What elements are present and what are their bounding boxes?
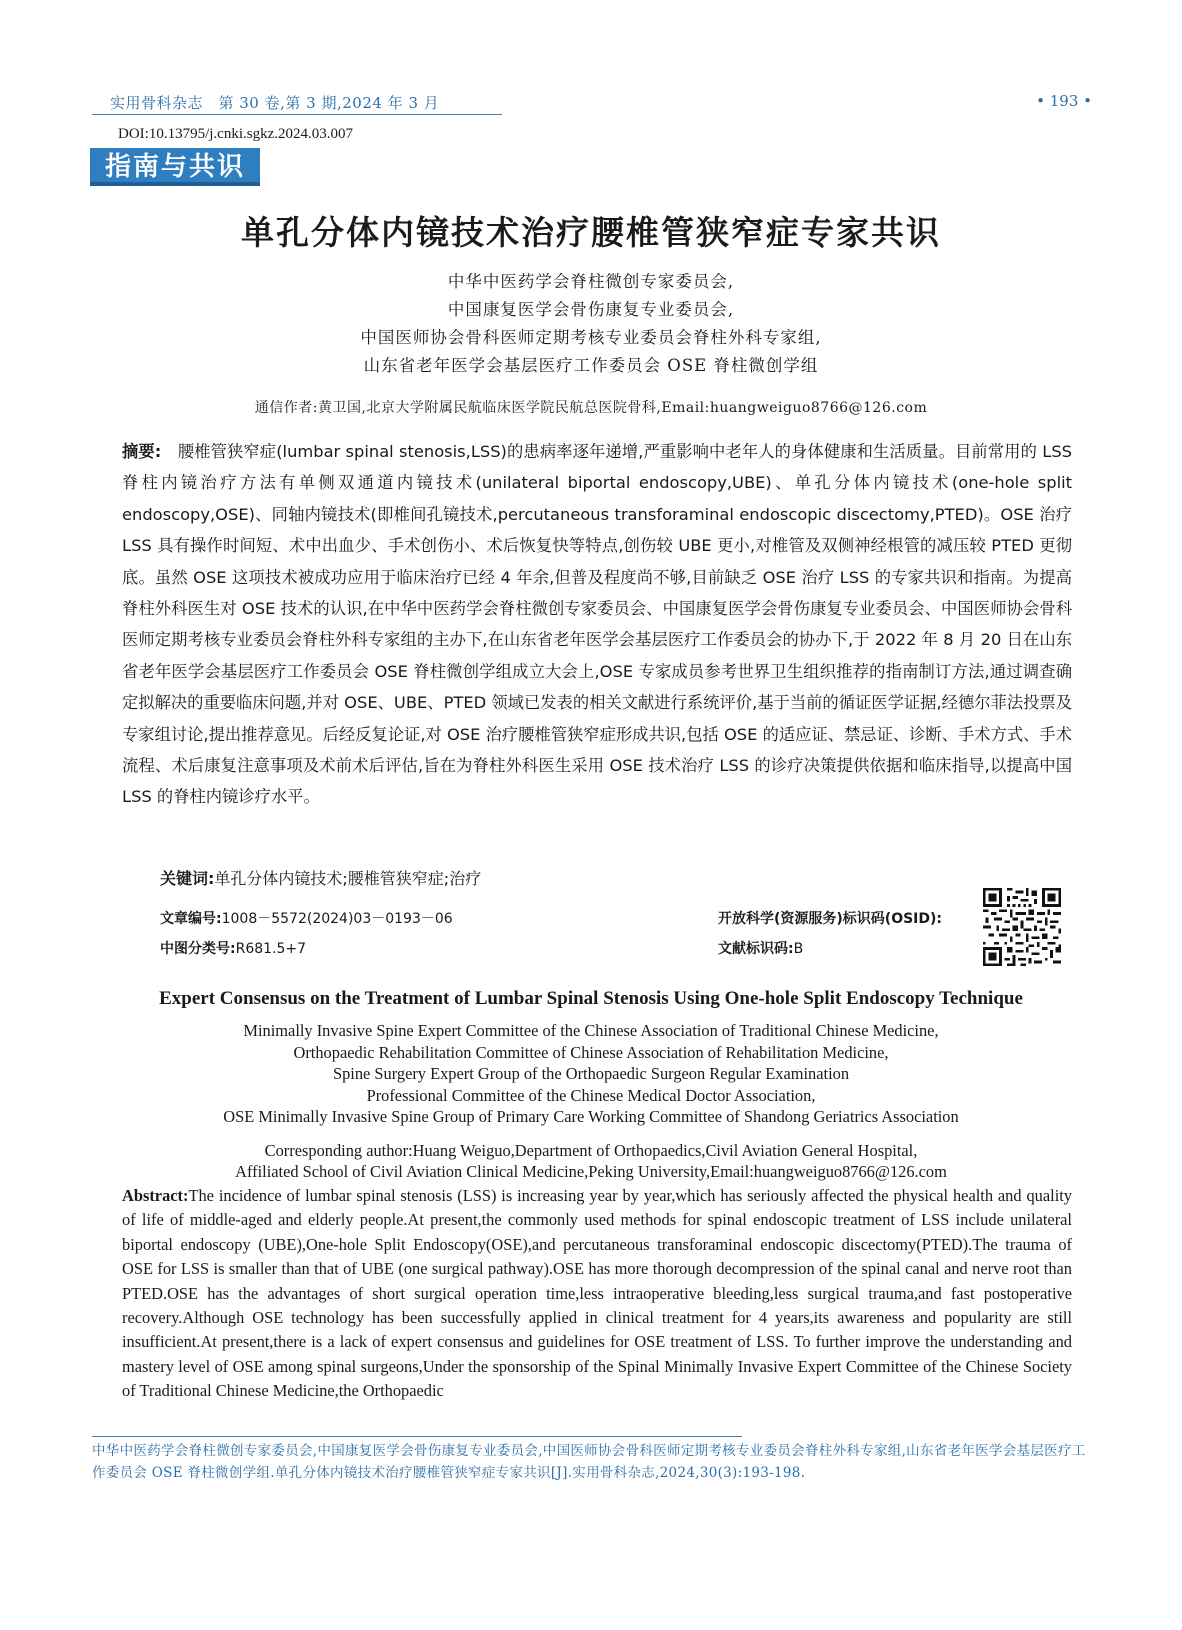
qr-code-icon[interactable] — [983, 888, 1061, 966]
corresponding-line-en: Affiliated School of Civil Aviation Clinical Medicine,Peking University,Email:huangweiguo8766@126.com — [235, 1162, 947, 1181]
author-line: 山东省老年医学会基层医疗工作委员会 OSE 脊柱微创学组 — [363, 356, 819, 375]
author-line-en: OSE Minimally Invasive Spine Group of Primary Care Working Committee of Shandong Geriatrics Association — [223, 1107, 959, 1127]
author-line-en: Spine Surgery Expert Group of the Orthopaedic Surgeon Regular Examination — [332, 1064, 850, 1084]
keywords-cn-text: 单孔分体内镜技术;腰椎管狭窄症;治疗 — [214, 869, 482, 888]
abstract-en-text: The incidence of lumbar spinal stenosis (LSS) is increasing year by year,which has seriously affected the physical health and quality of life of middle-aged and elderly people.At present,the commonly used methods for spinal endoscopic treatment of LSS include unilateral biportal endoscopy (UBE),One-hole Split Endoscopy(OSE),and percutaneous transforaminal endoscopic discectomy(PTED).The trauma of OSE for LSS is smaller than that of UBE (one surgical pathway).OSE has more thorough decompression of the spinal canal and nerve root than PTED.OSE has the advantages of short surgical operation time,less intraoperative bleeding,less surgical trauma,and fast postoperative recovery.Although OSE technology has been successfully applied in clinical treatment for 4 years,its awareness and popularity are still insufficient.At present,there is a lack of expert consensus and guidelines for OSE treatment of LSS. To further improve the understanding and mastery level of OSE among spinal surgeons,Under the sponsorship of the Spinal Minimally Invasive Expert Committee of the Chinese Society of Traditional Chinese Medicine,the Orthopaedic — [122, 1186, 1072, 1401]
article-title-en: Expert Consensus on the Treatment of Lumbar Spinal Stenosis Using One-hole Split Endoscopy Technique — [159, 988, 1023, 1009]
article-title-cn: 单孔分体内镜技术治疗腰椎管狭窄症专家共识 — [241, 213, 941, 252]
abstract-en-label: Abstract: — [122, 1186, 189, 1205]
osid-label: 开放科学(资源服务)标识码(OSID): — [718, 911, 943, 927]
abstract-cn-label: 摘要: — [122, 442, 162, 461]
document-code-label: 文献标识码: — [718, 941, 794, 957]
author-line-en: Minimally Invasive Spine Expert Committee of the Chinese Association of Traditional Chinese Medicine, — [243, 1021, 939, 1040]
article-number-label: 文章编号: — [160, 911, 222, 927]
footer-divider — [92, 1436, 742, 1437]
osid — [718, 908, 942, 928]
corresponding-line-en: Corresponding author:Huang Weiguo,Department of Orthopaedics,Civil Aviation General Hospital, — [264, 1141, 918, 1160]
page-number: • 193 • — [1036, 92, 1092, 110]
clc-value: R681.5+7 — [235, 941, 307, 957]
author-line-en: Professional Committee of the Chinese Medical Doctor Association, — [366, 1085, 816, 1105]
clc-number — [160, 938, 306, 958]
article-number-value: 1008－5572(2024)03－0193－06 — [221, 911, 453, 927]
corresponding-author-cn: 通信作者:黄卫国,北京大学附属民航临床医学院民航总医院骨科,Email:huangweiguo8766@126.com — [254, 400, 928, 416]
author-line: 中华中医药学会脊柱微创专家委员会, — [447, 272, 735, 291]
doi[interactable]: DOI:10.13795/j.cnki.sgkz.2024.03.007 — [118, 126, 353, 142]
author-line: 中国康复医学会骨伤康复专业委员会, — [447, 300, 735, 319]
abstract-cn — [122, 436, 1072, 813]
authors-en — [0, 1020, 1182, 1128]
document-code-value: B — [793, 941, 804, 957]
keywords-cn-label: 关键词: — [160, 869, 215, 888]
abstract-en — [122, 1184, 1072, 1404]
section-tag: 指南与共识 — [90, 148, 260, 186]
author-line: 中国医师协会骨科医师定期考核专业委员会脊柱外科专家组, — [360, 328, 822, 347]
corresponding-author-en — [0, 1140, 1182, 1182]
article-number — [160, 908, 453, 928]
document-code — [718, 938, 803, 958]
author-line-en: Orthopaedic Rehabilitation Committee of Chinese Association of Rehabilitation Medicine, — [293, 1042, 889, 1062]
running-header — [92, 88, 502, 115]
abstract-cn-text: 腰椎管狭窄症(lumbar spinal stenosis,LSS)的患病率逐年递增,严重影响中老年人的身体健康和生活质量。目前常用的 LSS 脊柱内镜治疗方法有单侧双通道内镜技术(unilateral biportal endoscopy,UBE)、单孔分体内镜技术(one-hole split endoscopy,OSE)、同轴内镜技术(即椎间孔镜技术,percutaneous transforaminal endoscopic discectomy,PTED)。OSE 治疗 LSS 具有操作时间短、术中出血少、手术创伤小、术后恢复快等特点,创伤较 UBE 更小,对椎管及双侧神经根管的减压较 PTED 更彻底。虽然 OSE 这项技术被成功应用于临床治疗已经 4 年余,但普及程度尚不够,目前缺乏 OSE 治疗 LSS 的专家共识和指南。为提高脊柱外科医生对 OSE 技术的认识,在中华中医药学会脊柱微创专家委员会、中国康复医学会骨伤康复专业委员会、中国医师协会骨科医师定期考核专业委员会脊柱外科专家组的主办下,在山东省老年医学会基层医疗工作委员会的协办下,于 2022 年 8 月 20 日在山东省老年医学会基层医疗工作委员会 OSE 脊柱微创学组成立大会上,OSE 专家成员参考世界卫生组织推荐的指南制订方法,通过调查确定拟解决的重要临床问题,并对 OSE、UBE、PTED 领域已发表的相关文献进行系统评价,基于当前的循证医学证据,经德尔菲法投票及专家组讨论,提出推荐意见。后经反复论证,对 OSE 治疗腰椎管狭窄症形成共识,包括 OSE 的适应证、禁忌证、诊断、手术方式、手术流程、术后康复注意事项及术前术后评估,旨在为脊柱外科医生采用 OSE 技术治疗 LSS 的诊疗决策提供依据和临床指导,以提高中国 LSS 的脊柱内镜诊疗水平。 — [122, 442, 1072, 807]
clc-label: 中图分类号: — [160, 941, 236, 957]
authors-cn — [0, 268, 1182, 380]
citation-footer: 中华中医药学会脊柱微创专家委员会,中国康复医学会骨伤康复专业委员会,中国医师协会骨科医师定期考核专业委员会脊柱外科专家组,山东省老年医学会基层医疗工作委员会 OSE 脊柱微创学组.单孔分体内镜技术治疗腰椎管狭窄症专家共识[J].实用骨科杂志,2024,30(3):193-198. — [92, 1443, 1086, 1481]
keywords-cn — [160, 866, 481, 889]
journal-issue: 实用骨科杂志 第 30 卷,第 3 期,2024 年 3 月 — [110, 94, 440, 112]
